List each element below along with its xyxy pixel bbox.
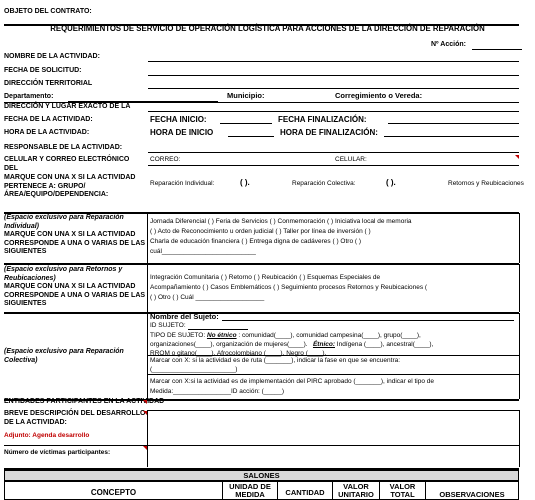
individual-exclusive-note: (Espacio exclusivo para Reparación Individual) — [4, 214, 124, 230]
tipo-sujeto-line — [150, 331, 421, 340]
corregimiento-label: Corregimiento o Vereda: — [335, 91, 423, 100]
no-etnico-label: No étnico — [206, 332, 237, 339]
individual-otro-cual[interactable]: cuál__________________________ — [150, 248, 256, 255]
responsable-label: RESPONSABLE DE LA ACTIVIDAD: — [4, 144, 123, 151]
tipo-sujeto-label: TIPO DE SUJETO: — [150, 332, 207, 339]
salones-title: SALONES — [243, 471, 280, 480]
retornos-options-line2[interactable]: Acompañamiento ( ) Casos Emblemáticos ( ) Seguimiento procesos Retornos y Reubicaciones ( — [150, 284, 428, 291]
reparacion-individual-label: Reparación Individual: — [150, 180, 215, 187]
numero-victimas-label: Número de víctimas participantes: — [4, 449, 111, 456]
numero-accion-label: Nº Acción: — [431, 41, 466, 48]
tipo-sujeto-options[interactable]: : comunidad(____), comunidad campesina(____), grupo(____), — [236, 332, 421, 339]
etnico-options[interactable]: Indígena (____), ancestral(____), — [335, 341, 434, 348]
objeto-del-contrato-label: OBJETO DEL CONTRATO: — [4, 8, 92, 15]
form-title: REQUERIMIENTOS DE SERVICIO DE OPERACIÓN LOGÍSTICA PARA ACCIONES DE LA DIRECCIÓN DE REPARACIÓN — [50, 24, 485, 33]
breve-descripcion-label: BREVE DESCRIPCIÓN DEL DESARROLLO DE LA ACTIVIDAD: — [4, 410, 146, 426]
retornos-reubicaciones-label: Retornos y Reubicaciones — [448, 180, 524, 187]
col-cantidad-label: CANTIDAD — [285, 488, 325, 497]
individual-options-line2[interactable]: ( ) Acto de Reconocimiento u orden judicial ( ) Taller por línea de inversión ( ) — [150, 228, 371, 235]
organizaciones-line — [150, 340, 433, 349]
marcar-pirc-line[interactable]: Marcar con X:si la actividad es de implementación del PIRC aprobado (_______), indicar el tipo de — [150, 378, 434, 385]
direccion-territorial-label: DIRECCIÓN TERRITORIAL — [4, 80, 93, 87]
entidades-participantes-label: ENTIDADES PARTICIPANTES EN LA ACTIVIDAD — [4, 398, 165, 405]
col-unidad-label: UNIDAD DE MEDIDA — [229, 482, 271, 499]
individual-block-label — [4, 214, 147, 262]
fecha-actividad-label: FECHA DE LA ACTIVIDAD: — [4, 116, 93, 123]
rrom-line[interactable]: RROM o gitano(____), Afrocolombiano (____), Negro (____), — [150, 350, 327, 357]
individual-checkbox[interactable]: ( ). — [240, 178, 250, 187]
etnico-label: Étnico: — [312, 341, 335, 348]
colectiva-checkbox[interactable]: ( ). — [386, 178, 396, 187]
hora-actividad-label: HORA DE LA ACTIVIDAD: — [4, 129, 90, 136]
retornos-block-label — [4, 266, 147, 312]
col-concepto-label: CONCEPTO — [90, 488, 137, 497]
retornos-exclusive-note: (Espacio exclusivo para Retornos y Reubicaciones) — [4, 266, 123, 282]
id-sujeto-label: ID SUJETO: — [150, 322, 186, 329]
retornos-options-line3[interactable]: ( ) Otro ( ) Cuál ___________________ — [150, 294, 265, 301]
adjunto-agenda-label: Adjunto: Agenda desarrollo — [4, 432, 90, 439]
retornos-marque-label: MARQUE CON UNA X SI LA ACTIVIDAD CORRESPONDE A UNA O VARIAS DE LAS SIGUIENTES — [4, 283, 146, 307]
col-valor-total-label: VALOR TOTAL — [389, 482, 416, 499]
celular-correo-label: CELULAR Y CORREO ELECTRÓNICO DEL — [4, 156, 130, 172]
colectiva-exclusive-note: (Espacio exclusivo para Reparación Colectiva) — [4, 348, 124, 364]
nombre-actividad-label: NOMBRE DE LA ACTIVIDAD: — [4, 53, 100, 60]
marcar-ruta-line[interactable]: Marcar con X: si la actividad es de ruta (_______), indicar la fase en que se encuentra: — [150, 357, 401, 364]
fecha-finalizacion-label: FECHA FINALIZACIÓN: — [278, 115, 367, 124]
individual-options-line1[interactable]: Jornada Diferencial ( ) Feria de Servicios ( ) Conmemoración ( ) Iniciativa local de memoria — [150, 218, 412, 225]
medida-id-accion-line[interactable]: Medida:________________ID acción: (_____) — [150, 388, 285, 395]
fecha-inicio-label: FECHA INICIO: — [150, 115, 207, 124]
retornos-options-line1[interactable]: Integración Comunitaria ( ) Retorno ( ) Reubicación ( ) Esquemas Especiales de — [150, 274, 381, 281]
col-valor-unitario-label: VALOR UNITARIO — [338, 482, 374, 499]
organizaciones-options[interactable]: organizaciones(____), organización de mujeres(____). — [150, 341, 308, 348]
grupo-area-label: MARQUE CON UNA X SI LA ACTIVIDAD PERTENECE A: GRUPO/ÁREA/EQUIPO/DEPENDENCIA: — [4, 174, 136, 198]
individual-options-line3[interactable]: Charla de educación financiera ( ) Entrega digna de cadáveres ( ) Otro ( ) — [150, 238, 361, 245]
reparacion-colectiva-label: Reparación Colectiva: — [292, 180, 356, 187]
direccion-lugar-label: DIRECCIÓN Y LUGAR EXACTO DE LA — [4, 103, 131, 110]
col-observaciones-label: OBSERVACIONES — [439, 490, 505, 499]
fecha-solicitud-label: FECHA DE SOLICITUD: — [4, 67, 82, 74]
nombre-sujeto-label: Nombre del Sujeto: — [150, 312, 219, 321]
fase-field[interactable]: (_______________________) — [150, 366, 238, 373]
hora-finalizacion-label: HORA DE FINALIZACIÓN: — [280, 128, 378, 137]
departamento-label: Departamento: — [4, 93, 54, 100]
hora-inicio-label: HORA DE INICIO — [150, 128, 214, 137]
municipio-label: Municipio: — [227, 91, 265, 100]
individual-marque-label: MARQUE CON UNA X SI LA ACTIVIDAD CORRESPONDE A UNA O VARIAS DE LAS SIGUIENTES — [4, 231, 146, 255]
celular-label: CELULAR: — [335, 156, 367, 163]
correo-label: CORREO: — [150, 156, 181, 163]
